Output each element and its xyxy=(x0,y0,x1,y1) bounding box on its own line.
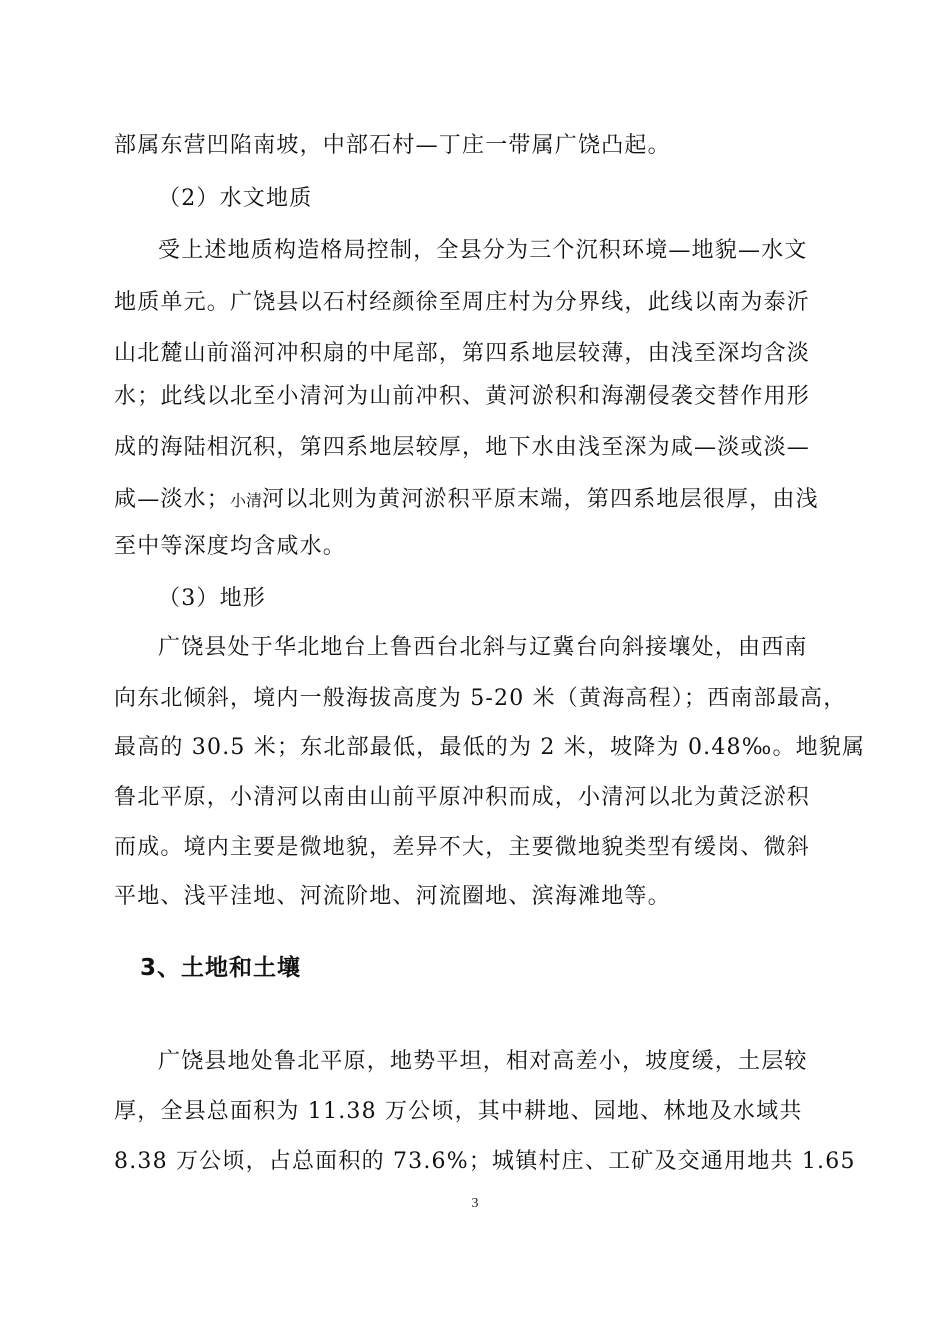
subsection-title-terrain: （3）地形 xyxy=(158,586,266,611)
text-run: 河以北则为黄河淤积平原末端，第四系地层很厚，由浅 xyxy=(262,487,819,512)
paragraph-line: 鲁北平原，小清河以南由山前平原冲积而成，小清河以北为黄泛淤积 xyxy=(114,785,811,810)
text-run: 咸—淡水； xyxy=(114,487,231,512)
paragraph-line: 受上述地质构造格局控制，全县分为三个沉积环境—地貌—水文 xyxy=(158,238,808,263)
paragraph-line: 广饶县处于华北地台上鲁西台北斜与辽冀台向斜接壤处，由西南 xyxy=(158,635,808,660)
paragraph-line: 厚，全县总面积为 11.38 万公顷，其中耕地、园地、林地及水域共 xyxy=(114,1099,803,1124)
subsection-title-hydrogeology: （2）水文地质 xyxy=(158,186,313,211)
paragraph-line: 部属东营凹陷南坡，中部石村—丁庄一带属广饶凸起。 xyxy=(114,133,671,158)
paragraph-line: 最高的 30.5 米；东北部最低，最低的为 2 米，坡降为 0.48‰。地貌属 xyxy=(114,735,866,760)
paragraph-line: 成的海陆相沉积，第四系地层较厚，地下水由浅至深为咸—淡或淡— xyxy=(114,435,811,460)
paragraph-line: 平地、浅平洼地、河流阶地、河流圈地、滨海滩地等。 xyxy=(114,884,671,909)
paragraph-line xyxy=(114,485,819,516)
page-number: 3 xyxy=(471,1196,479,1211)
section-heading-land-and-soil: 3、土地和土壤 xyxy=(140,955,302,981)
paragraph-line: 山北麓山前淄河冲积扇的中尾部，第四系地层较薄，由浅至深均含淡 xyxy=(114,341,811,366)
paragraph-line: 8.38 万公顷，占总面积的 73.6%；城镇村庄、工矿及交通用地共 1.65 xyxy=(114,1149,856,1174)
paragraph-line: 水；此线以北至小清河为山前冲积、黄河淤积和海潮侵袭交替作用形 xyxy=(114,384,811,409)
paragraph-line: 向东北倾斜，境内一般海拔高度为 5-20 米（黄海高程）；西南部最高， xyxy=(114,686,847,711)
text-run-small: 小清 xyxy=(230,491,263,510)
paragraph-line: 地质单元。广饶县以石村经颜徐至周庄村为分界线，此线以南为泰沂 xyxy=(114,290,811,315)
paragraph-line: 至中等深度均含咸水。 xyxy=(114,534,347,559)
paragraph-line: 广饶县地处鲁北平原，地势平坦，相对高差小，坡度缓，土层较 xyxy=(158,1049,808,1074)
paragraph-line: 而成。境内主要是微地貌，差异不大，主要微地貌类型有缓岗、微斜 xyxy=(114,835,811,860)
